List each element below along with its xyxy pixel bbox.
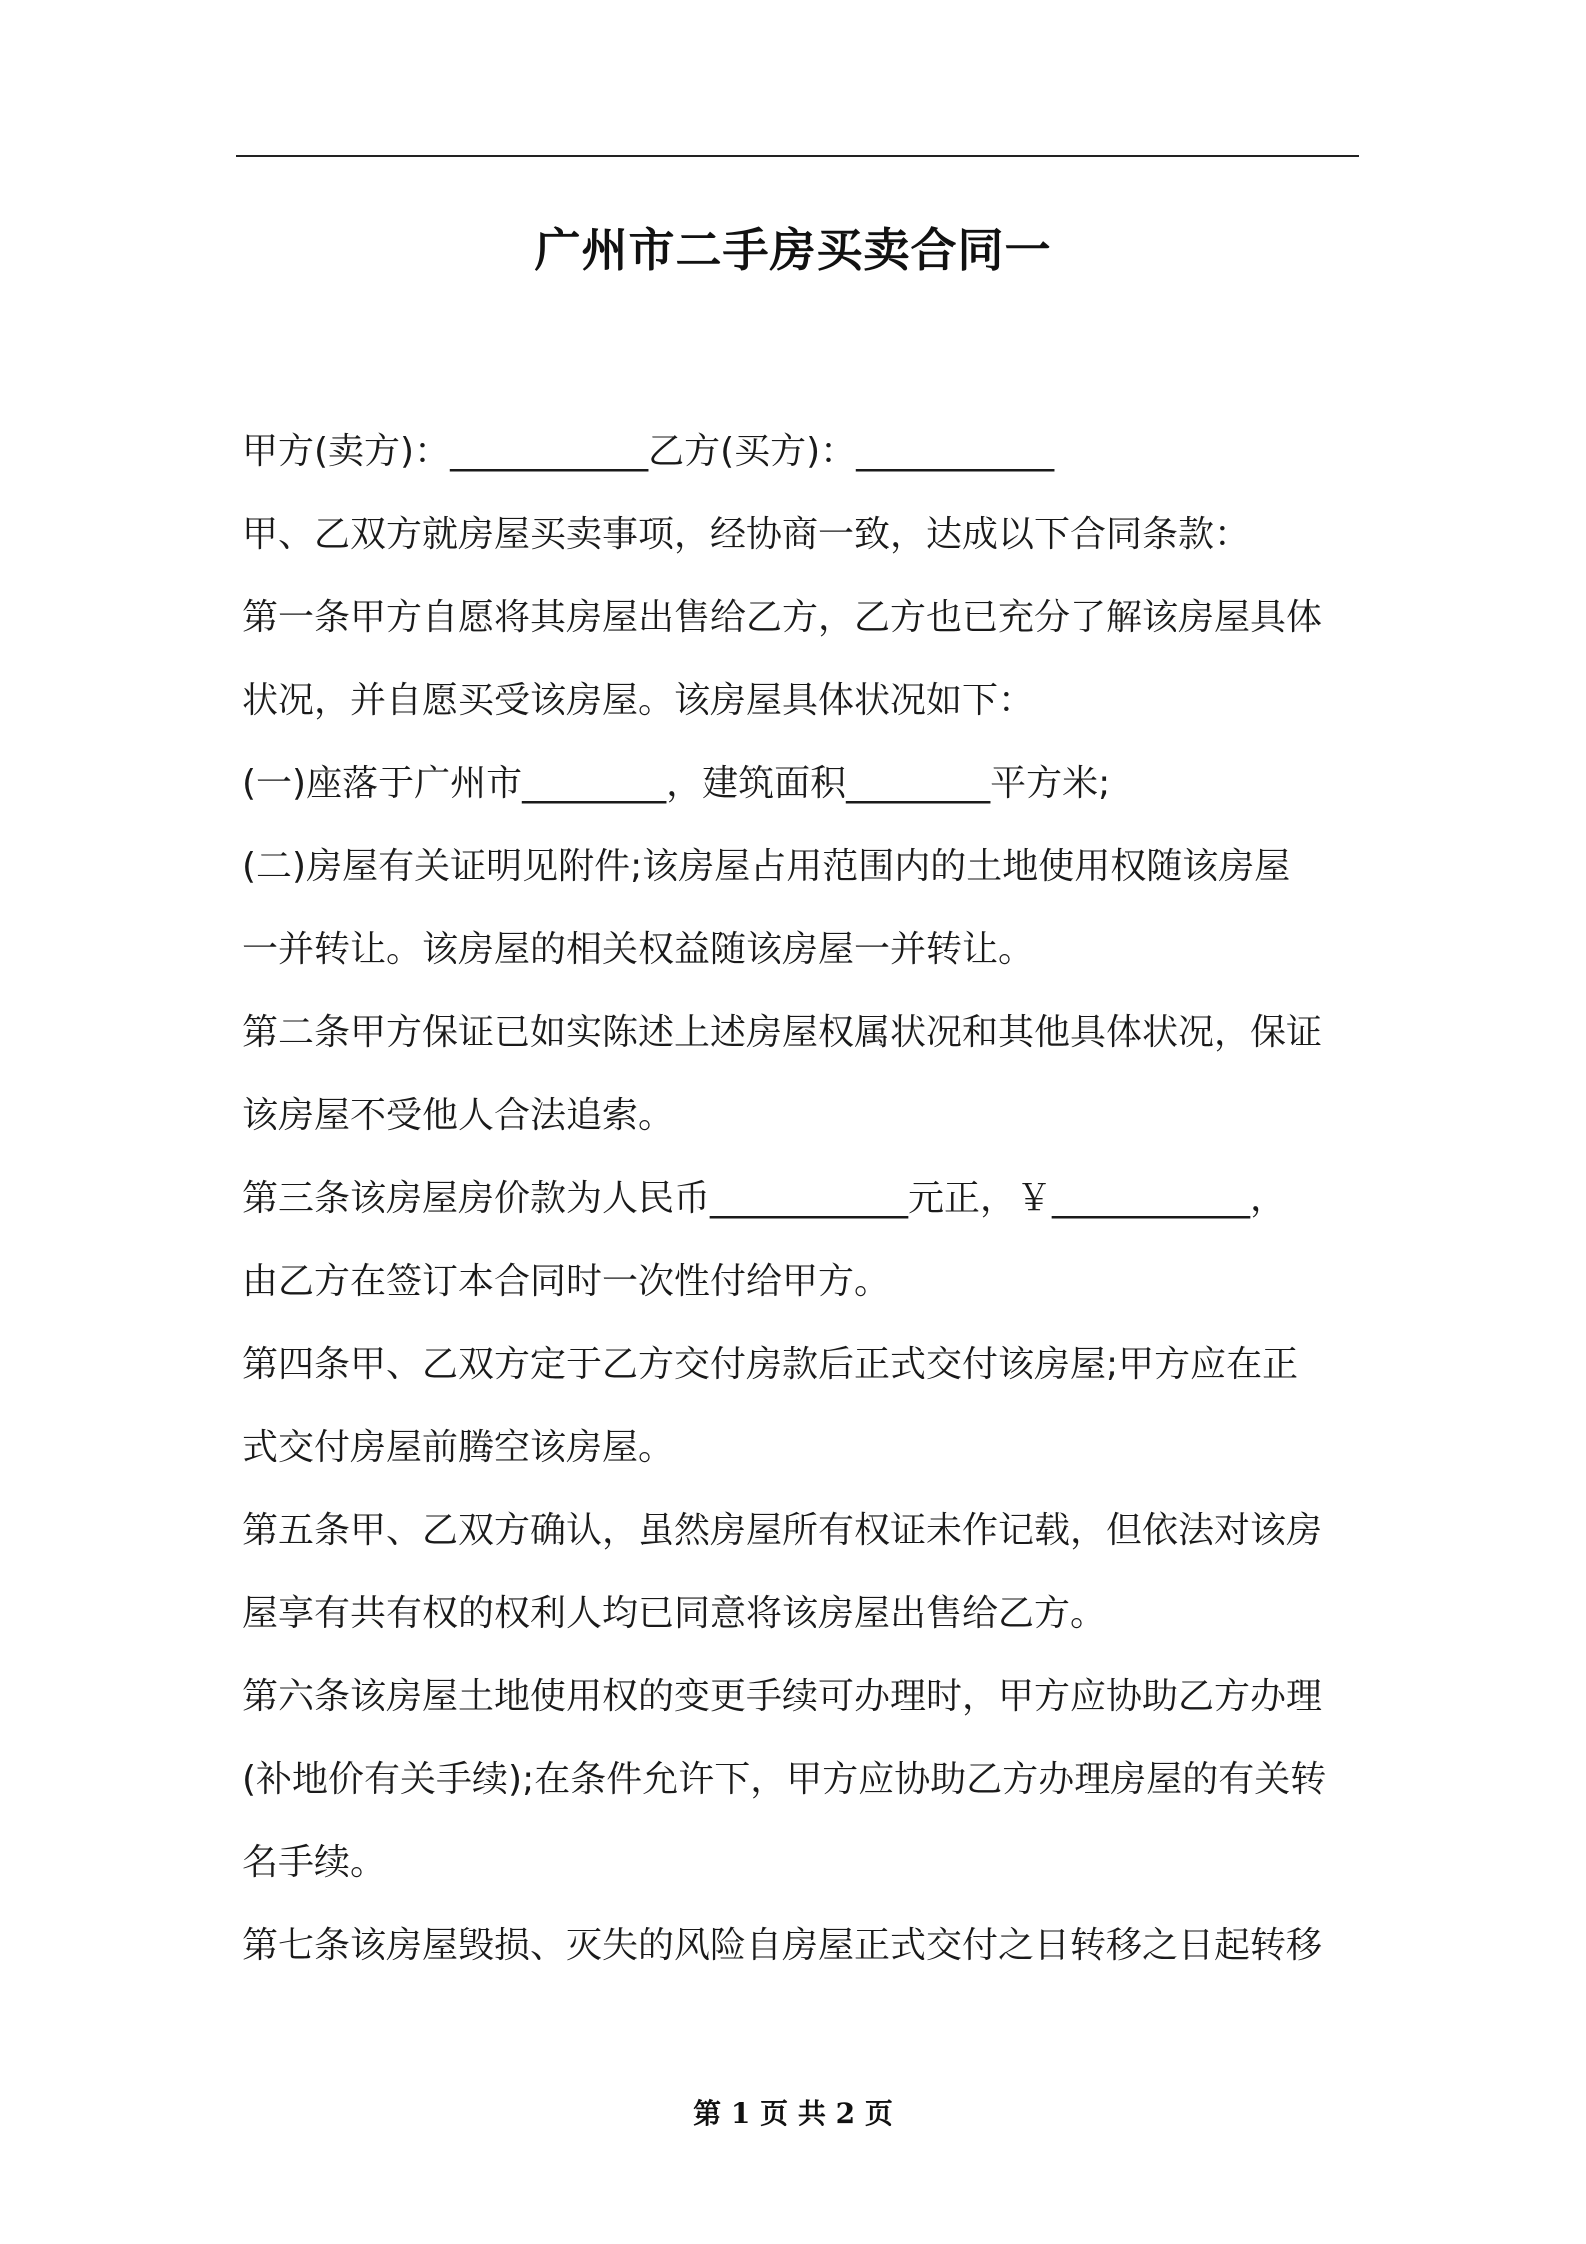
contract-line: 第四条甲、乙双方定于乙方交付房款后正式交付该房屋;甲方应在正 <box>242 1344 1299 1385</box>
contract-line: (补地价有关手续);在条件允许下，甲方应协助乙方办理房屋的有关转 <box>242 1759 1327 1800</box>
contract-line: 状况，并自愿买受该房屋。该房屋具体状况如下： <box>242 680 1035 721</box>
contract-body <box>242 410 1360 1987</box>
contract-line: (一)座落于广州市________，建筑面积________平方米; <box>242 763 1111 804</box>
contract-line: 第六条该房屋土地使用权的变更手续可办理时，甲方应协助乙方办理 <box>242 1676 1323 1717</box>
contract-line: 甲方(卖方)：___________乙方(买方)：___________ <box>242 431 1055 472</box>
contract-line: 第三条该房屋房价款为人民币___________元正，￥___________， <box>242 1178 1287 1219</box>
header-rule <box>236 155 1359 157</box>
page-number: 第 1 页 共 2 页 <box>693 2097 893 2130</box>
contract-line: 第一条甲方自愿将其房屋出售给乙方，乙方也已充分了解该房屋具体 <box>242 597 1323 638</box>
contract-line: 一并转让。该房屋的相关权益随该房屋一并转让。 <box>242 929 1035 970</box>
contract-line: 甲、乙双方就房屋买卖事项，经协商一致，达成以下合同条款： <box>242 514 1251 555</box>
contract-line: 式交付房屋前腾空该房屋。 <box>242 1427 675 1468</box>
document-title: 广州市二手房买卖合同一 <box>534 223 1052 277</box>
contract-line: 第二条甲方保证已如实陈述上述房屋权属状况和其他具体状况，保证 <box>242 1012 1323 1053</box>
contract-line: 由乙方在签订本合同时一次性付给甲方。 <box>242 1261 891 1302</box>
contract-line: 第五条甲、乙双方确认，虽然房屋所有权证未作记载，但依法对该房 <box>242 1510 1323 1551</box>
contract-line: (二)房屋有关证明见附件;该房屋占用范围内的土地使用权随该房屋 <box>242 846 1291 887</box>
contract-line: 第七条该房屋毁损、灭失的风险自房屋正式交付之日转移之日起转移 <box>242 1925 1323 1966</box>
contract-line: 名手续。 <box>242 1842 387 1883</box>
contract-line: 该房屋不受他人合法追索。 <box>242 1095 675 1136</box>
contract-line: 屋享有共有权的权利人均已同意将该房屋出售给乙方。 <box>242 1593 1107 1634</box>
